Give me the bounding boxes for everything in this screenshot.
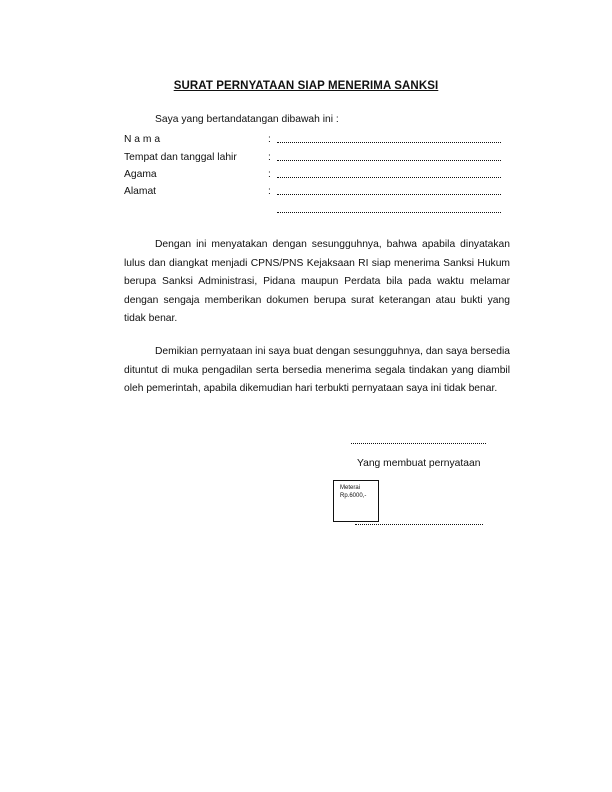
stamp-box [333,480,379,522]
field-line-agama [277,177,501,178]
intro-text: Saya yang bertandatangan dibawah ini : [155,114,339,125]
field-label-nama: N a m a [124,134,161,145]
field-label-agama: Agama [124,169,157,180]
field-colon: : [268,134,271,145]
field-line-nama [277,142,501,143]
stamp-text: Meterai [340,485,361,491]
field-colon: : [268,152,271,163]
document-title: SURAT PERNYATAAN SIAP MENERIMA SANKSI [173,80,439,92]
stamp-value: Rp.6000,- [340,493,367,499]
signature-line [355,524,483,525]
field-label-alamat: Alamat [124,186,157,197]
signature-label: Yang membuat pernyataan [357,458,481,469]
field-colon: : [268,186,271,197]
paragraph-statement: Dengan ini menyatakan dengan sesungguhnya, bahwa apabila dinyatakan lulus dan diangkat menjadi CPNS/PNS Kejaksaan RI siap menerima Sanksi Hukum berupa Sanksi Administrasi, Pidana maupun Perdata bila pada waktu melamar dengan sengaja memberikan dokumen berupa surat keterangan atau bukti yang tidak benar. [124,239,510,325]
field-colon: : [268,169,271,180]
date-line [351,443,486,444]
field-line-alamat [277,194,501,195]
field-line-alamat-2 [277,212,501,213]
field-label-ttl: Tempat dan tanggal lahir [124,152,237,163]
field-line-ttl [277,160,501,161]
paragraph-closing: Demikian pernyataan ini saya buat dengan sesungguhnya, dan saya bersedia dituntut di muka pengadilan serta bersedia menerima segala tindakan yang diambil oleh pemerintah, apabila dikemudian hari terbukti pernyataan saya ini tidak benar. [124,346,510,395]
